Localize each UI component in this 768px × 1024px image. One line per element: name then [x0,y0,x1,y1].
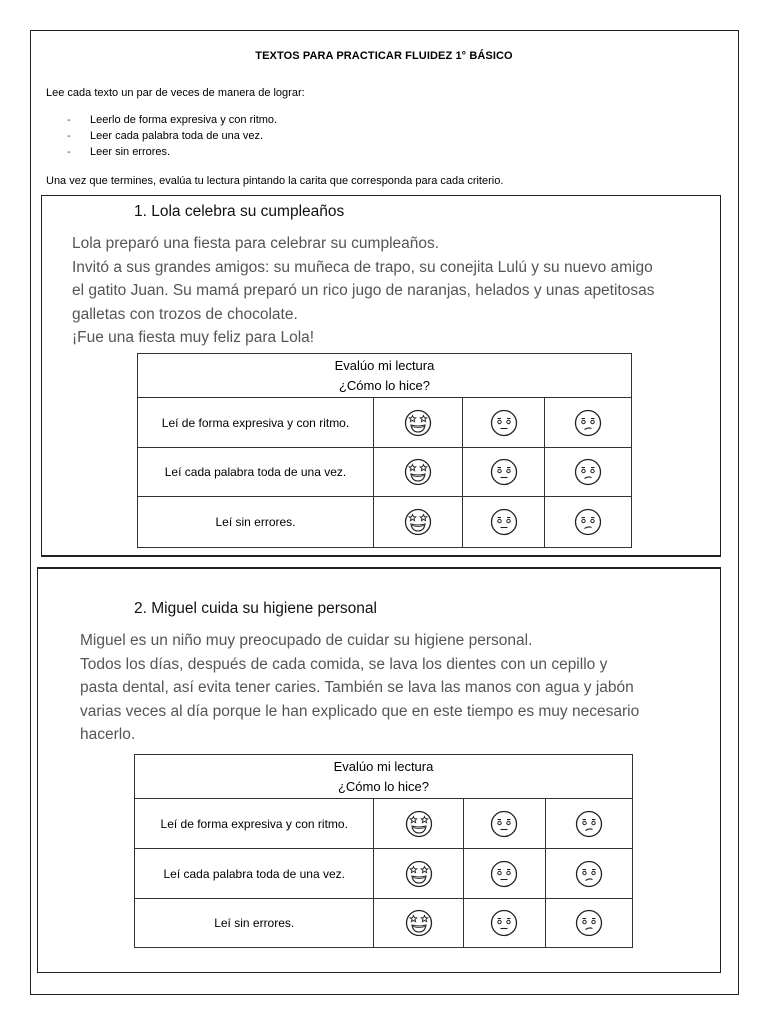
face-cell-happy[interactable] [374,799,463,849]
criterion-whole-word: Leí cada palabra toda de una vez. [135,849,374,899]
evaluation-table-2 [134,754,633,948]
face-cell-neutral[interactable] [463,497,545,548]
face-cell-happy[interactable] [374,448,463,497]
sad-face-icon[interactable] [574,508,602,536]
neutral-face-icon[interactable] [490,458,518,486]
story-text-2: Miguel es un niño muy preocupado de cuidar su higiene personal. Todos los días, después de cada comida, se lava los dientes con un cepillo y pasta dental, así evita tener caries. También se lava las manos con agua y jabón varias veces al día porque le han explicado que en este tiempo es muy necesario hacerlo. [80,632,640,743]
criterion-no-errors: Leí sin errores. [138,497,374,548]
star-eyes-happy-face-icon[interactable] [404,458,432,486]
criterion-expressive: Leí de forma expresiva y con ritmo. [138,398,374,448]
goal-item: - Leer sin errores. [67,146,171,158]
evaluation-heading: Evalúo mi lectura ¿Cómo lo hice? [135,755,633,799]
criterion-expressive: Leí de forma expresiva y con ritmo. [135,799,374,849]
star-eyes-happy-face-icon[interactable] [405,860,433,888]
face-cell-neutral[interactable] [463,799,545,849]
criterion-whole-word: Leí cada palabra toda de una vez. [138,448,374,497]
face-cell-happy[interactable] [374,398,463,448]
sad-face-icon[interactable] [574,458,602,486]
star-eyes-happy-face-icon[interactable] [404,508,432,536]
neutral-face-icon[interactable] [490,909,518,937]
star-eyes-happy-face-icon[interactable] [404,409,432,437]
face-cell-sad[interactable] [545,899,632,948]
sad-face-icon[interactable] [574,409,602,437]
sad-face-icon[interactable] [575,909,603,937]
criterion-no-errors: Leí sin errores. [135,899,374,948]
face-cell-neutral[interactable] [463,849,545,899]
closing-instructions: Una vez que termines, evalúa tu lectura pintando la carita que corresponda para cada criterio. [46,175,504,187]
face-cell-sad[interactable] [545,448,632,497]
neutral-face-icon[interactable] [490,860,518,888]
face-cell-neutral[interactable] [463,448,545,497]
face-cell-sad[interactable] [545,497,632,548]
story-title-1: 1. Lola celebra su cumpleaños [134,203,345,220]
neutral-face-icon[interactable] [490,508,518,536]
face-cell-neutral[interactable] [463,398,545,448]
face-cell-sad[interactable] [545,849,632,899]
sad-face-icon[interactable] [575,810,603,838]
face-cell-neutral[interactable] [463,899,545,948]
goal-item: - Leer cada palabra toda de una vez. [67,130,264,142]
neutral-face-icon[interactable] [490,810,518,838]
goal-item: - Leerlo de forma expresiva y con ritmo. [67,114,278,126]
face-cell-happy[interactable] [374,849,463,899]
sad-face-icon[interactable] [575,860,603,888]
neutral-face-icon[interactable] [490,409,518,437]
evaluation-table-1 [137,353,632,548]
face-cell-happy[interactable] [374,899,463,948]
star-eyes-happy-face-icon[interactable] [405,909,433,937]
story-text-1: Lola preparó una fiesta para celebrar su cumpleaños. Invitó a sus grandes amigos: su muñeca de trapo, su conejita Lulú y su nuevo amigo el gatito Juan. Su mamá preparó un rico jugo de naranjas, helados y unas apetitosas galletas con trozos de chocolate. ¡Fue una fiesta muy feliz para Lola! [72,235,655,346]
star-eyes-happy-face-icon[interactable] [405,810,433,838]
instructions-text: Lee cada texto un par de veces de manera de lograr: [46,87,305,99]
story-title-2: 2. Miguel cuida su higiene personal [134,600,377,617]
document-title: TEXTOS PARA PRACTICAR FLUIDEZ 1° BÁSICO [255,50,513,62]
face-cell-sad[interactable] [545,799,632,849]
evaluation-heading: Evalúo mi lectura ¿Cómo lo hice? [138,354,632,398]
goal-list [67,113,277,161]
face-cell-happy[interactable] [374,497,463,548]
face-cell-sad[interactable] [545,398,632,448]
